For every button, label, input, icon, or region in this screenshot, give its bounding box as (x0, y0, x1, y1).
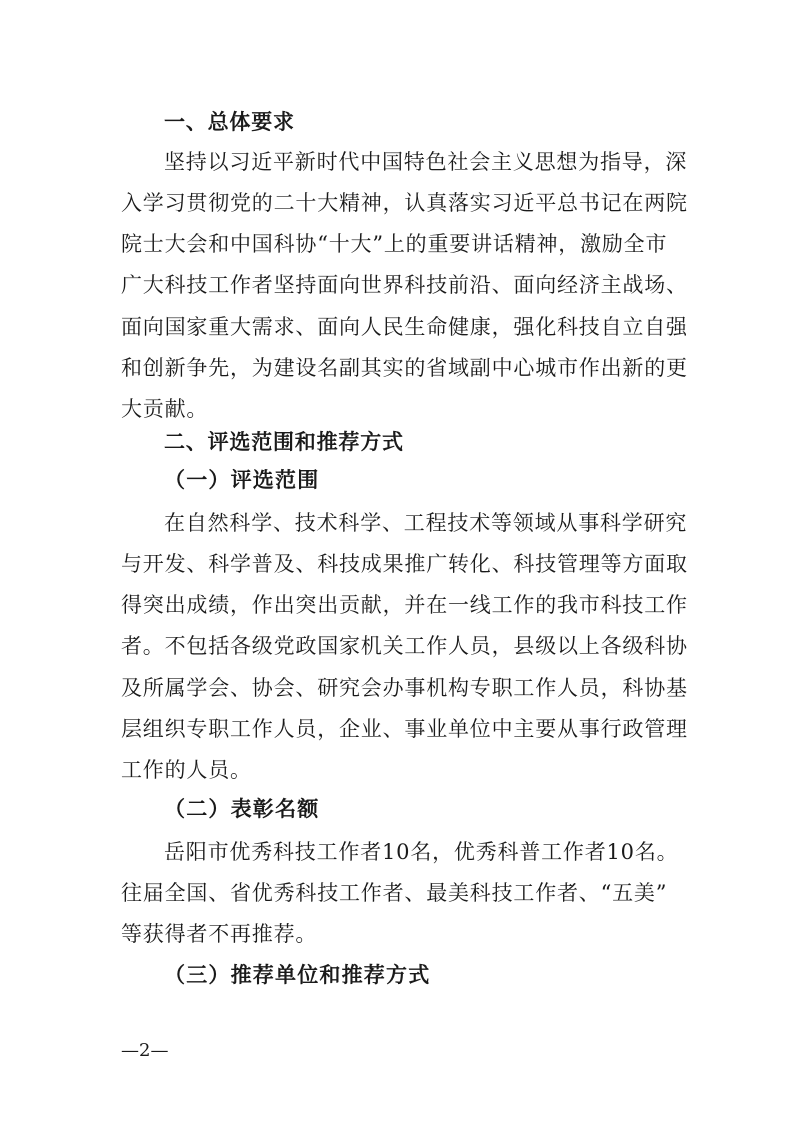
paragraph-line: 入学习贯彻党的二十大精神，认真落实习近平总书记在两院 (121, 191, 688, 215)
paragraph-line: 工作的人员。 (121, 758, 252, 782)
subsection-heading-quota: （二）表彰名额 (164, 796, 320, 821)
paragraph-line: 与开发、科学普及、科技成果推广转化、科技管理等方面取 (121, 552, 688, 576)
paragraph-line: 等获得者不再推荐。 (121, 922, 318, 946)
paragraph-line: 及所属学会、协会、研究会办事机构专职工作人员，科协基 (121, 676, 688, 700)
paragraph-line: 者。不包括各级党政国家机关工作人员，县级以上各级科协 (121, 634, 688, 658)
section-heading-general-requirements: 一、总体要求 (164, 110, 295, 134)
paragraph-line: 在自然科学、技术科学、工程技术等领域从事科学研究 (164, 511, 688, 535)
paragraph-line: 和创新争先，为建设名副其实的省域副中心城市作出新的更 (121, 356, 688, 380)
paragraph-line: 坚持以习近平新时代中国特色社会主义思想为指导，深 (164, 150, 688, 174)
subsection-heading-scope: （一）评选范围 (164, 467, 320, 492)
paragraph-line: 院士大会和中国科协“十大”上的重要讲话精神，激励全市 (121, 232, 668, 256)
page-number: —2— (121, 1040, 169, 1061)
paragraph-line: 岳阳市优秀科技工作者10名，优秀科普工作者10名。 (164, 840, 679, 864)
paragraph-line: 广大科技工作者坚持面向世界科技前沿、面向经济主战场、 (121, 273, 688, 297)
paragraph-line: 面向国家重大需求、面向人民生命健康，强化科技自立自强 (121, 315, 688, 339)
paragraph-line: 得突出成绩，作出突出贡献，并在一线工作的我市科技工作 (121, 593, 688, 617)
section-heading-scope-and-method: 二、评选范围和推荐方式 (164, 430, 404, 454)
subsection-heading-recommending-units: （三）推荐单位和推荐方式 (164, 962, 431, 987)
paragraph-line: 往届全国、省优秀科技工作者、最美科技工作者、“五美” (121, 881, 668, 905)
paragraph-line: 大贡献。 (121, 397, 209, 421)
paragraph-line: 层组织专职工作人员，企业、事业单位中主要从事行政管理 (121, 717, 688, 741)
